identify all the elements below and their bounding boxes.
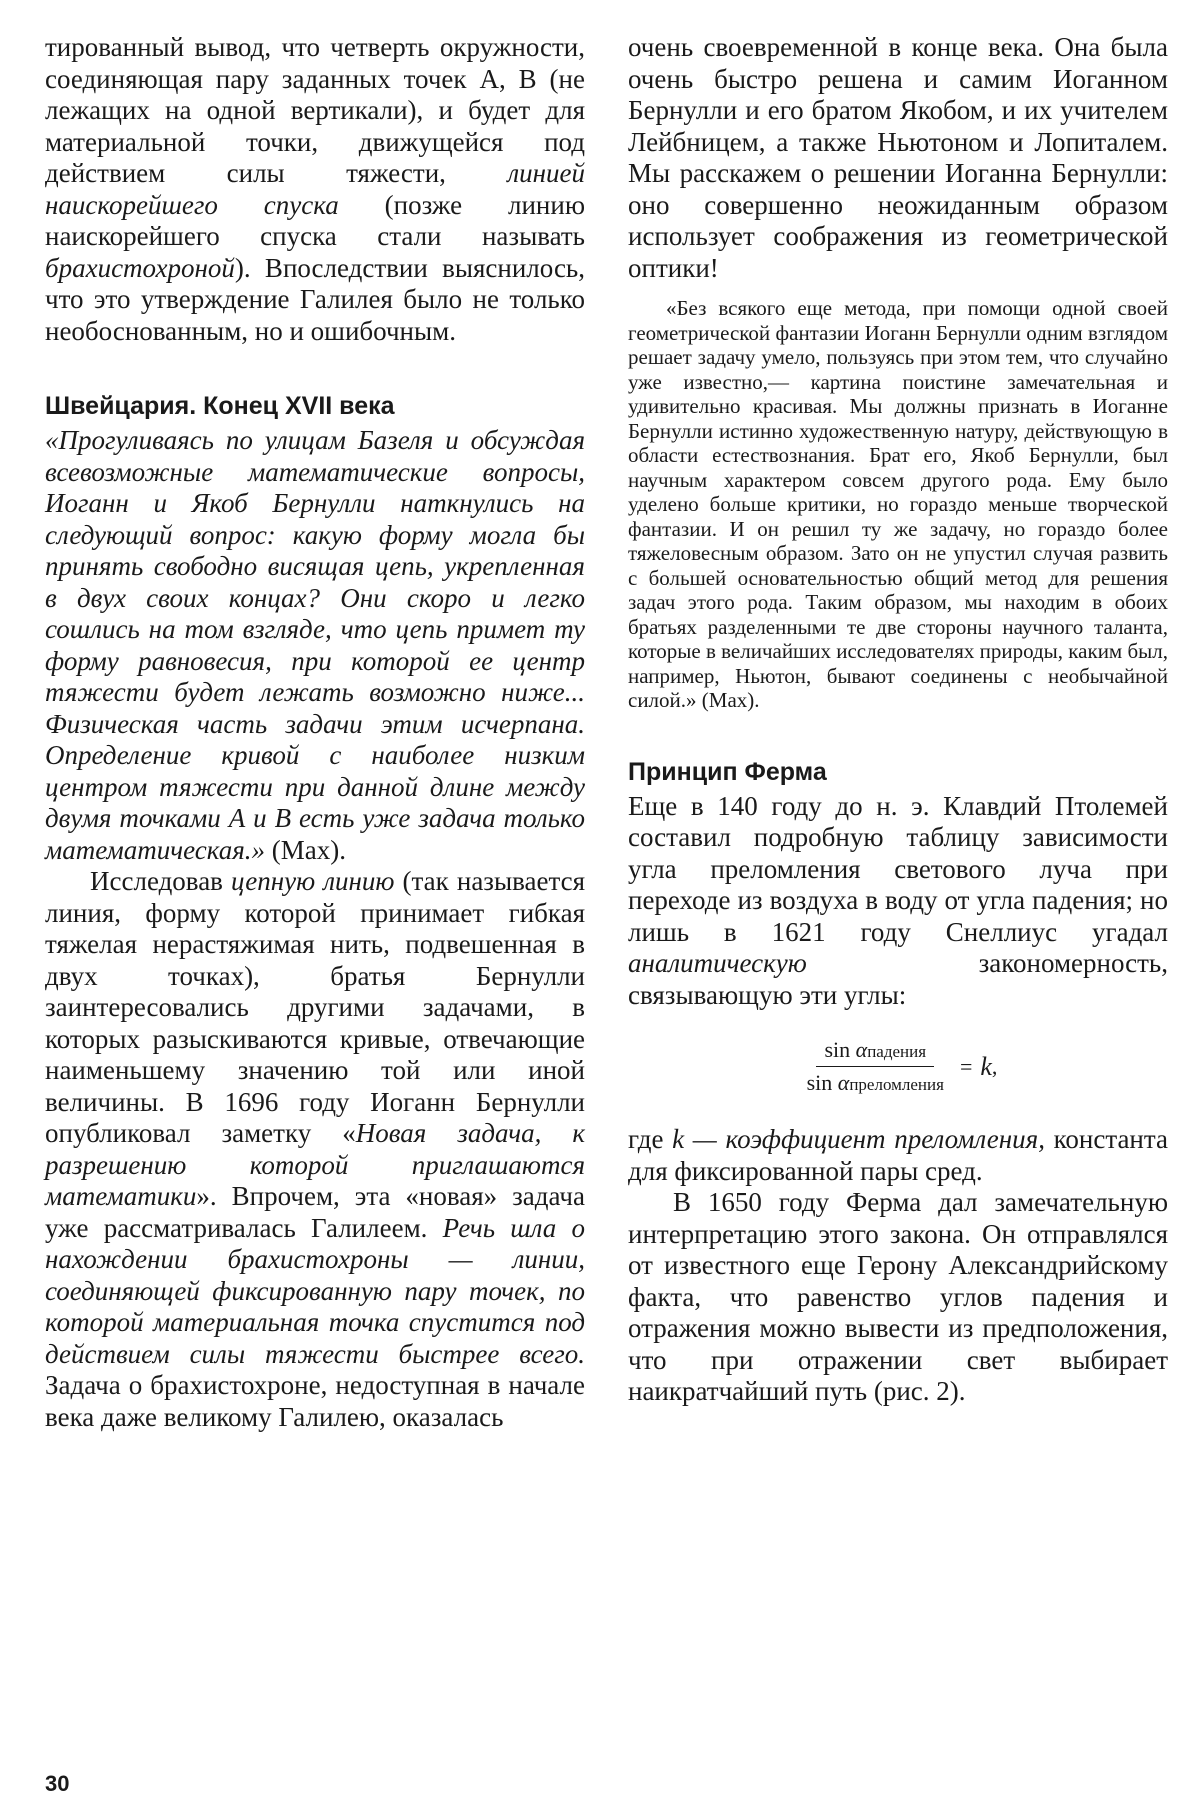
formula-equals: =	[959, 1053, 973, 1079]
page-number: 30	[45, 1771, 70, 1796]
left-column	[45, 32, 585, 1433]
right-paragraph-2: Еще в 140 году до н. э. Клавдий Птолемей составил подробную таблицу зависимости угла преломления светового луча при переходе из воздуха в воду от угла падения; но лишь в 1621 году Снеллиус угадал аналитическую закономерность, связывающую эти углы:	[628, 790, 1168, 1010]
emphasis-new-problem: Новая задача, к разрешению которой приглашаются математики	[45, 1118, 586, 1211]
emphasis-analytic: аналитическую	[628, 948, 807, 978]
formula-denominator: sin αпреломления	[806, 1070, 944, 1095]
snell-law-formula	[628, 1037, 1168, 1096]
formula-fraction	[799, 1037, 952, 1096]
mach-quote: «Без всякого еще метода, при помощи одной своей геометрической фантазии Иоганн Бернулли одним взглядом решает задачу умело, пользуясь при этом тем, что случайно уже известно,— картина поистине замечательная и удивительно красивая. Мы должны признать в Иоганне Бернулли истинно художественную натуру, действующую в области естествознания. Брат его, Якоб Бернулли, был научным характером совсем другого рода. Ему было уделено больше критики, но гораздо меньше творческой фантазии. И он решил ту же задачу, но гораздо более тяжеловесным образом. Зато он не упустил случая развить с большей основательностью общий метод для решения задач этого рода. Таким образом, мы находим в обоих братьях разделенными те две стороны научного таланта, которые в величайших исследователях природы, каким был, например, Ньютон, бывают соединены с необычайной силой.» (Мах).	[628, 296, 1168, 712]
right-paragraph-4: В 1650 году Ферма дал замечательную интерпретацию этого закона. Он отправлялся от известного еще Герону Александрийскому факта, что равенство углов падения и отражения можно вывести из предположения, что при отражении свет выбирает наикратчайший путь (рис. 2).	[628, 1187, 1168, 1406]
left-paragraph-2: Исследовав цепную линию (так называется линия, форму которой принимает гибкая тяжелая нерастяжимая нить, подвешенная в двух точках), братья Бернулли заинтересовались другими задачами, в которых разыскиваются кривые, отвечающие наименьшему значению той или иной величины. В 1696 году Иоганн Бернулли опубликовал заметку «Новая задача, к разрешению которой приглашаются математики». Впрочем, эта «новая» задача уже рассматривалась Галилеем. Речь шла о нахождении брахистохроны — линии, соединяющей фиксированную пару точек, по которой материальная точка спустится под действием силы тяжести быстрее всего. Задача о брахистохроне, недоступная в начале века даже великому Галилею, оказалась	[45, 866, 586, 1432]
emphasis-fastest-descent: линией наискорейшего спуска	[45, 158, 585, 220]
emphasis-refraction-coefficient: k — коэффициент преломления,	[672, 1124, 1045, 1154]
right-column	[628, 32, 1168, 1408]
emphasis-brachistochrone: брахистохроной	[45, 252, 235, 283]
section-heading-switzerland: Швейцария. Конец XVII века	[45, 392, 395, 420]
formula-numerator: sin αпадения	[816, 1037, 934, 1067]
emphasis-catenary: цепную линию	[231, 866, 395, 896]
left-paragraph-1: тированный вывод, что четверть окружности, соединяющая пару заданных точек А, В (не лежащих на одной вертикали), и будет для материальной точки, движущейся под действием силы тяжести, линией наискорейшего спуска (позже линию наискорейшего спуска стали называть брахистохроной). Впоследствии выяснилось, что это утверждение Галилея было не только необоснованным, но и ошибочным.	[45, 32, 585, 346]
quote-source: (Мах).	[271, 834, 347, 865]
formula-k: k	[980, 1051, 992, 1081]
emphasis-brachistochrone-definition: Речь шла о нахождении брахистохроны — линии, соединяющей фиксированную пару точек, по которой материальная точка спустится под действием силы тяжести быстрее всего.	[45, 1212, 585, 1369]
section-heading-fermat: Принцип Ферма	[628, 757, 827, 786]
bernoulli-quote: «Прогуливаясь по улицам Базеля и обсуждая всевозможные математические вопросы, Иоганн и Якоб Бернулли наткнулись на следующий вопрос: какую форму могла бы принять свободно висящая цепь, укрепленная в двух своих концах? Они скоро и легко сошлись на том взгляде, что цепь примет ту форму равновесия, при которой ее центр тяжести будет лежать возможно ниже... Физическая часть задачи этим исчерпана. Определение кривой с наиболее низким центром тяжести при данной длине между двумя точками А и В есть уже задача только математическая.» (Мах).	[45, 425, 585, 865]
formula-comma: ,	[991, 1053, 998, 1079]
right-paragraph-3: где k — коэффициент преломления, константа для фиксированной пары сред.	[628, 1124, 1168, 1186]
right-paragraph-1: очень своевременной в конце века. Она была очень быстро решена и самим Иоганном Бернулли и его братом Якобом, и их учителем Лейбницем, а также Ньютоном и Лопиталем. Мы расскажем о решении Иоганна Бернулли: оно совершенно неожиданным образом использует соображения из геометрической оптики!	[628, 32, 1168, 283]
